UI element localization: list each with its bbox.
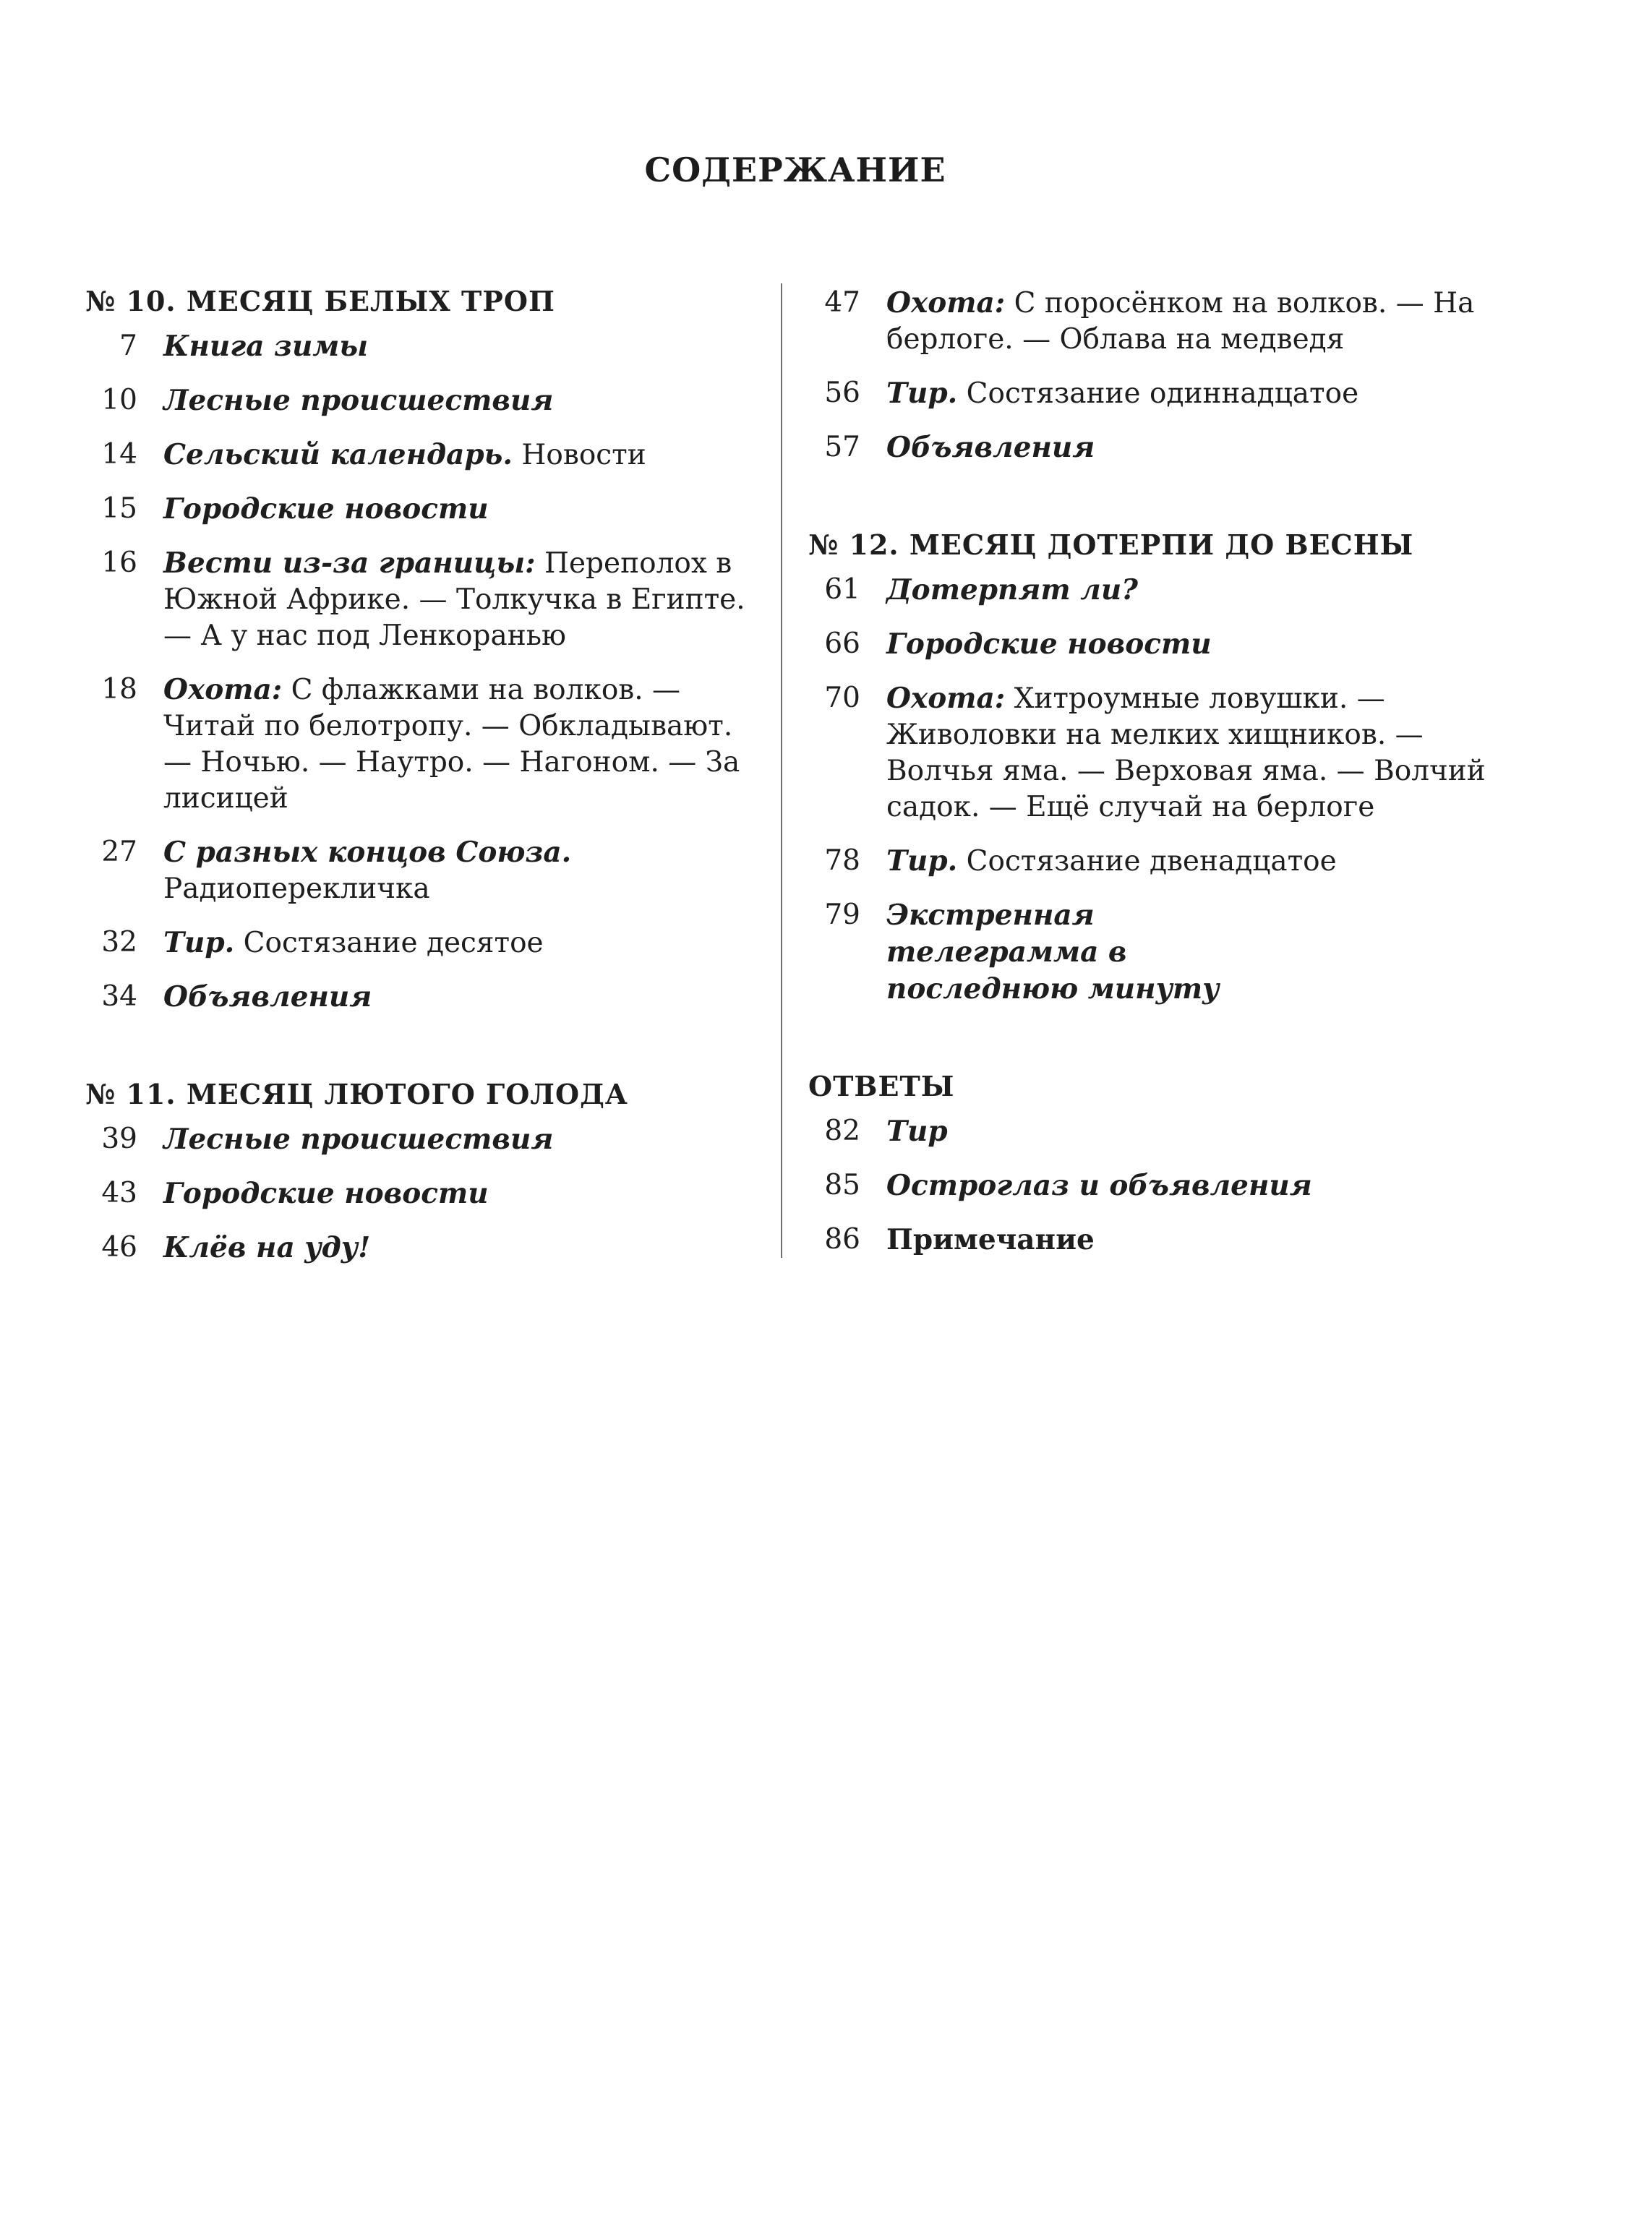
page-number: 56	[824, 377, 860, 409]
page-title: СОДЕРЖАНИЕ	[644, 150, 946, 189]
page-number: 27	[101, 836, 137, 868]
page-number: 43	[101, 1177, 137, 1209]
toc-entry[interactable]	[85, 1175, 765, 1212]
page-number: 66	[824, 627, 860, 660]
toc-entry[interactable]	[85, 545, 765, 654]
entry-subtitle: Состязание одиннадцатое	[957, 377, 1359, 410]
toc-entry[interactable]	[85, 491, 765, 528]
entry-subtitle: Радиоперекличка	[163, 873, 430, 905]
toc-entry[interactable]	[808, 680, 1538, 826]
entry-title: Дотерпят ли?	[886, 573, 1139, 607]
page-number: 7	[119, 330, 137, 362]
entry-title: Тир.	[163, 926, 235, 959]
entry-title: Объявления	[886, 431, 1095, 464]
toc-left-column	[85, 283, 765, 1284]
entry-title: Сельский календарь.	[163, 438, 513, 471]
entry-title: Городские новости	[163, 492, 489, 526]
page-number: 10	[101, 384, 137, 416]
page-number: 82	[824, 1115, 860, 1147]
page-number: 57	[824, 431, 860, 463]
entry-title: Тир	[886, 1115, 948, 1148]
toc-entry[interactable]	[808, 375, 1538, 412]
entry-subtitle: Переполох в Южной Африке. — Толкучка в Египте. — А у нас под Ленкоранью	[163, 547, 745, 652]
entry-subtitle: Новости	[512, 439, 646, 471]
page-number: 70	[824, 682, 860, 714]
page-number: 78	[824, 844, 860, 877]
entry-subtitle: С флажками на волков. — Читай по белотропу. — Обкладывают. — Ночью. — Наутро. — Нагоном. — За лисицей	[163, 674, 740, 815]
toc-entry[interactable]	[808, 1113, 1538, 1150]
page-number: 46	[101, 1231, 137, 1264]
page-number: 34	[101, 980, 137, 1013]
entry-title: Городские новости	[886, 627, 1212, 661]
toc-entry[interactable]	[85, 437, 765, 473]
entry-title: Тир.	[886, 844, 958, 878]
toc-entry[interactable]	[85, 925, 765, 961]
column-divider	[781, 283, 782, 1258]
toc-entry[interactable]	[85, 979, 765, 1016]
toc-entry[interactable]	[808, 285, 1538, 358]
toc-entry[interactable]	[808, 1167, 1538, 1204]
toc-entry[interactable]	[85, 1230, 765, 1266]
section-heading: № 12. МЕСЯЦ ДОТЕРПИ ДО ВЕСНЫ	[808, 528, 1414, 561]
entry-title: Охота:	[886, 286, 1006, 320]
toc-entry[interactable]	[85, 672, 765, 817]
entry-title: Книга зимы	[163, 330, 369, 363]
page-number: 85	[824, 1169, 860, 1201]
entry-title: Охота:	[886, 682, 1006, 715]
toc-entry[interactable]	[85, 328, 765, 365]
toc-entry[interactable]	[808, 572, 1538, 609]
entry-title: Примечание	[886, 1223, 1095, 1256]
entry-subtitle: Состязание двенадцатое	[957, 845, 1337, 878]
page-number: 14	[101, 438, 137, 471]
entry-title: Лесные происшествия	[163, 384, 554, 417]
toc-entry[interactable]	[85, 382, 765, 419]
page-number: 32	[101, 926, 137, 959]
page-number: 18	[101, 673, 137, 706]
page-number: 39	[101, 1123, 137, 1155]
entry-title: Лесные происшествия	[163, 1123, 554, 1156]
page-number: 79	[824, 899, 860, 931]
toc-entry[interactable]	[85, 834, 765, 907]
toc-right-column	[808, 285, 1538, 1276]
entry-subtitle: Хитроумные ловушки. — Живоловки на мелких хищников. — Волчья яма. — Верховая яма. — Волчий садок. — Ещё случай на берлоге	[886, 682, 1486, 823]
entry-subtitle: С поросёнком на волков. — На берлоге. — Облава на медведя	[886, 287, 1475, 356]
page-number: 16	[101, 547, 137, 579]
entry-title: Экстренная телеграмма в последнюю минуту	[886, 899, 1220, 1006]
entry-subtitle: Состязание десятое	[234, 927, 544, 959]
page-number: 47	[824, 286, 860, 319]
entry-title: Клёв на уду!	[163, 1231, 371, 1264]
page-number: 15	[101, 492, 137, 525]
entry-title: Охота:	[163, 673, 283, 706]
page-number: 61	[824, 573, 860, 606]
entry-title: Остроглаз и объявления	[886, 1169, 1312, 1202]
entry-title: Городские новости	[163, 1177, 489, 1210]
section-heading: № 10. МЕСЯЦ БЕЛЫХ ТРОП	[85, 285, 555, 317]
toc-entry[interactable]	[85, 1121, 765, 1158]
section-heading: ОТВЕТЫ	[808, 1070, 955, 1102]
page-number: 86	[824, 1223, 860, 1256]
section-heading: № 11. МЕСЯЦ ЛЮТОГО ГОЛОДА	[85, 1078, 628, 1110]
toc-entry[interactable]	[808, 429, 1538, 466]
entry-title: Объявления	[163, 980, 372, 1013]
toc-entry[interactable]	[808, 897, 1538, 1008]
entry-title: Вести из-за границы:	[163, 547, 536, 580]
toc-entry[interactable]	[808, 843, 1538, 880]
toc-entry[interactable]	[808, 1222, 1538, 1259]
entry-title: С разных концов Союза.	[163, 836, 572, 869]
toc-entry[interactable]	[808, 626, 1538, 663]
entry-title: Тир.	[886, 377, 958, 410]
